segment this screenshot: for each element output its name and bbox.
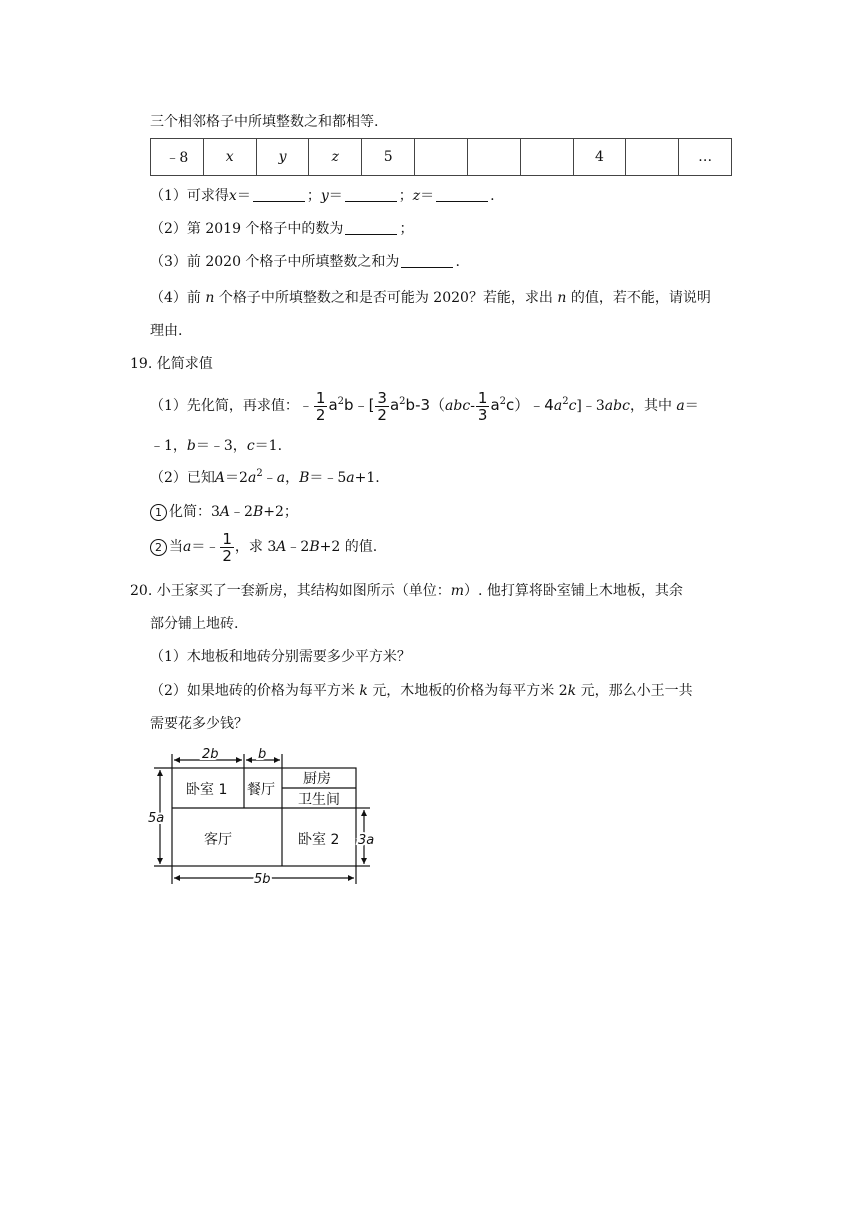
room-bathroom: 卫生间 <box>298 792 340 808</box>
q19-part2: （2）已知$A=2a^2﹣a$，B＝﹣5a+1. <box>150 468 380 486</box>
q20-part1: （1）木地板和地砖分别需要多少平方米？ <box>150 649 411 665</box>
q18-part1: （1）可求得x＝ ；y＝ ；z＝ . <box>150 188 495 204</box>
intro-line: 三个相邻格子中所填整数之和都相等. <box>150 114 379 130</box>
q18-part4-line2: 理由. <box>150 323 183 339</box>
grid-cell: ﹣8 <box>151 139 204 176</box>
grid-cell <box>626 139 679 176</box>
number-grid <box>150 138 732 176</box>
dim-b: b <box>258 747 267 762</box>
room-kitchen: 厨房 <box>303 771 331 787</box>
floorplan-diagram <box>148 742 380 892</box>
q18-part2: （2）第 2019 个格子中的数为 ； <box>150 221 414 237</box>
q19-heading: 19. 化简求值 <box>130 356 213 372</box>
room-bedroom-1: 卧室 1 <box>186 782 228 798</box>
q20-part2: （2）如果地砖的价格为每平方米 k 元，木地板的价格为每平方米 2k 元，那么小王一共 <box>150 683 693 699</box>
grid-cell <box>520 139 573 176</box>
grid-cell: 4 <box>573 139 626 176</box>
dim-3a: 3a <box>358 833 375 848</box>
q19-part1: （1）先化简，再求值：﹣ $\frac{1}{2}$ $a^2b﹣$[ $\frac{3}{2}$ $a^2b-3(abc-$ $\frac{1}{3}$ $a^2c)﹣4a^2c]﹣3abc$，其中 a＝ <box>150 388 699 424</box>
room-dining: 餐厅 <box>247 782 275 798</box>
grid-cell <box>415 139 468 176</box>
dim-5a: 5a <box>148 811 165 826</box>
q20-line2: 部分铺上地砖. <box>150 616 239 632</box>
grid-cell: 5 <box>362 139 415 176</box>
q19-part1-line2: ﹣1，b＝﹣3，c＝1. <box>150 438 283 454</box>
grid-cell: x <box>203 139 256 176</box>
dim-2b: 2b <box>202 747 219 762</box>
q18-part3: （3）前 2020 个格子中所填整数之和为 . <box>150 254 460 270</box>
dim-5b: 5b <box>254 872 271 887</box>
room-bedroom-2: 卧室 2 <box>298 832 340 848</box>
q18-part4: （4）前 n 个格子中所填整数之和是否可能为 2020？若能，求出 n 的值，若不能，请说明 <box>150 290 711 306</box>
q19-subpart1: 1 化简：3A﹣2B+2； <box>150 502 298 522</box>
grid-cell: y <box>256 139 309 176</box>
q20-part2-line2: 需要花多少钱？ <box>150 716 248 732</box>
room-living: 客厅 <box>204 832 232 848</box>
grid-cell: … <box>679 139 732 176</box>
q19-subpart2: 2 当a＝﹣ $\frac{1}{2}$ ，求 3A﹣2B+2 的值. <box>150 530 377 564</box>
grid-cell <box>467 139 520 176</box>
grid-cell: z <box>309 139 362 176</box>
q20-line1: 20. 小王家买了一套新房，其结构如图所示（单位：m）. 他打算将卧室铺上木地板，其余 <box>130 583 683 599</box>
